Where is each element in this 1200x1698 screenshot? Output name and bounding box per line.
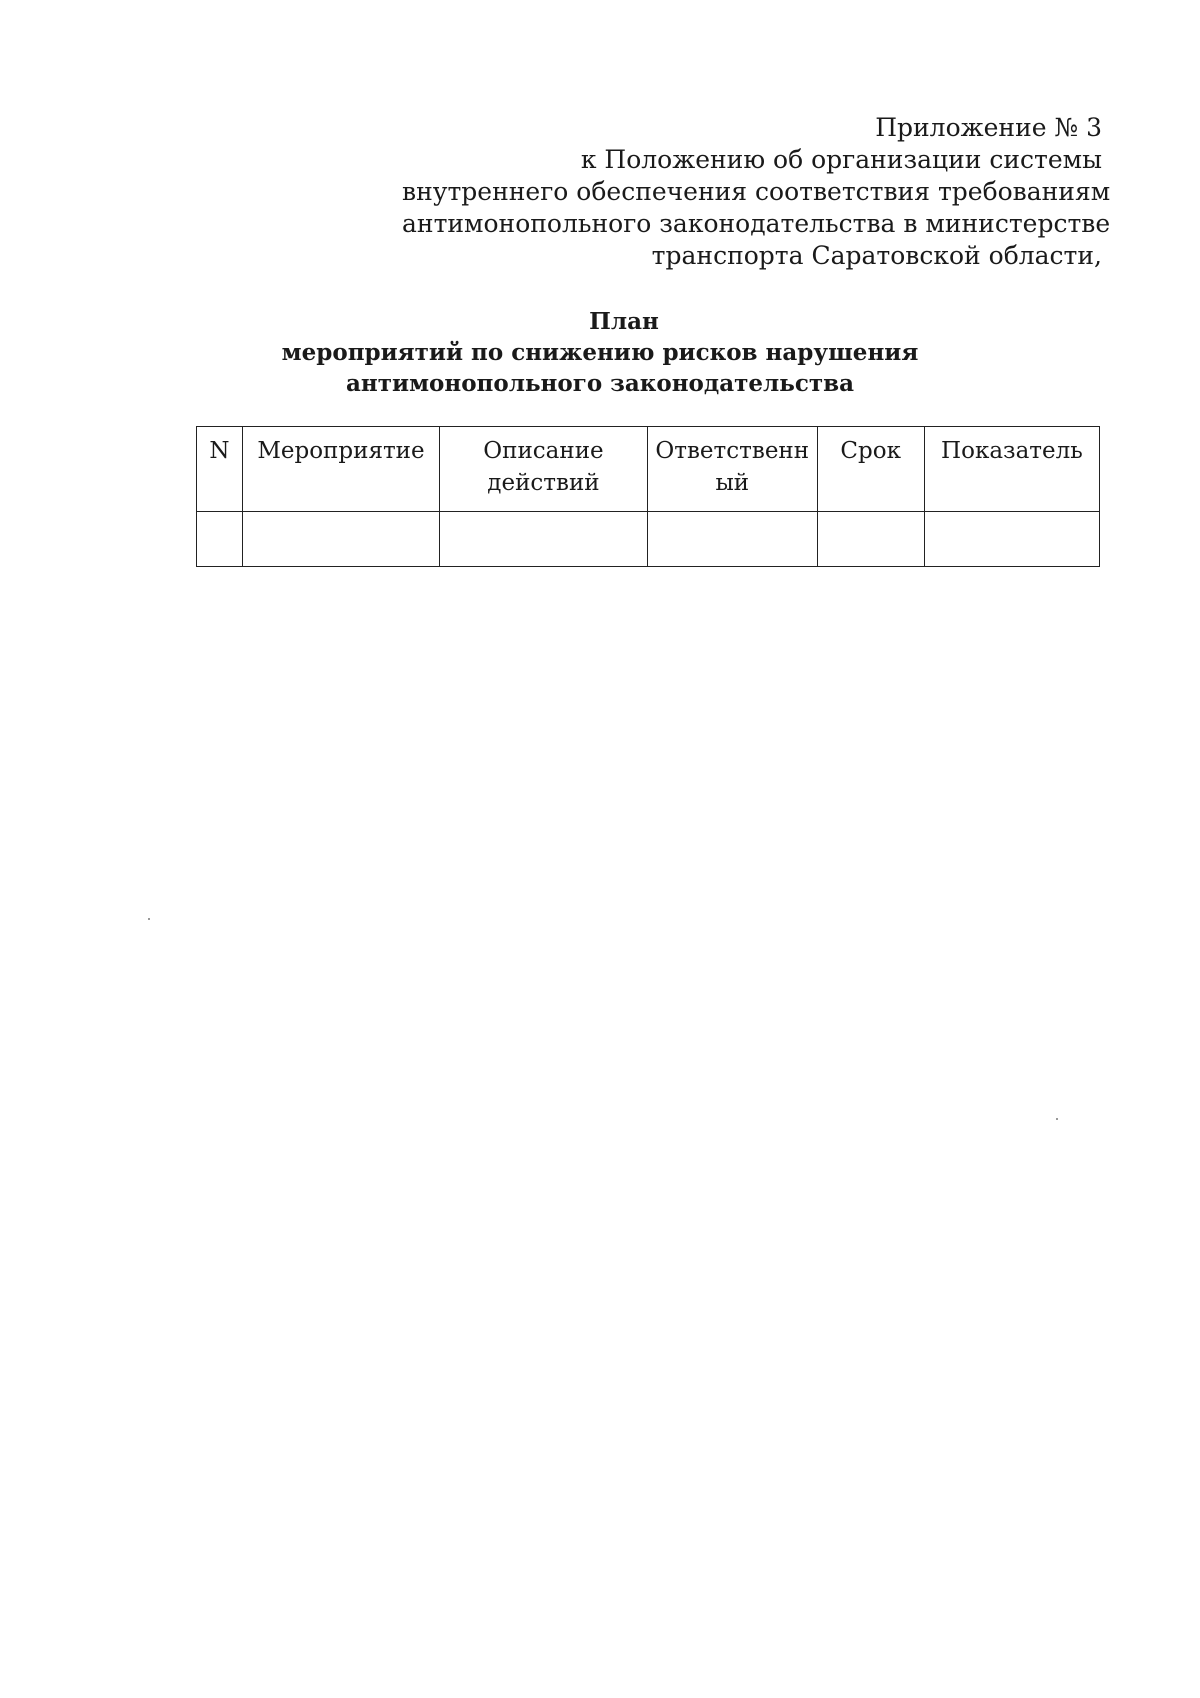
appendix-line: к Положению об организации системы — [580, 145, 1102, 174]
header-description: Описание действий — [439, 427, 647, 512]
header-event: Мероприятие — [242, 427, 439, 512]
table-cell — [817, 512, 924, 567]
header-number: N — [197, 427, 243, 512]
appendix-line: антимонопольного законодательства в министерстве — [402, 209, 1111, 238]
table-header-row — [197, 427, 1100, 512]
scan-speck — [148, 918, 150, 920]
table-cell — [242, 512, 439, 567]
scan-speck — [1056, 1118, 1058, 1120]
appendix-number: Приложение № 3 — [875, 113, 1102, 142]
plan-table — [196, 426, 1100, 567]
table-cell — [439, 512, 647, 567]
appendix-line: внутреннего обеспечения соответствия требованиям — [402, 177, 1111, 206]
header-term: Срок — [817, 427, 924, 512]
table-cell — [197, 512, 243, 567]
document-title — [0, 306, 1200, 399]
table-row — [197, 512, 1100, 567]
header-responsible: Ответственн ый — [647, 427, 817, 512]
appendix-header — [402, 112, 1111, 272]
table-cell — [924, 512, 1099, 567]
appendix-line: транспорта Саратовской области, — [651, 241, 1102, 270]
title-line-plan: План — [589, 308, 659, 335]
table-cell — [647, 512, 817, 567]
title-line-subject: мероприятий по снижению рисков нарушения — [281, 339, 919, 366]
header-indicator: Показатель — [924, 427, 1099, 512]
title-line-subject-cont: антимонопольного законодательства — [346, 370, 854, 397]
